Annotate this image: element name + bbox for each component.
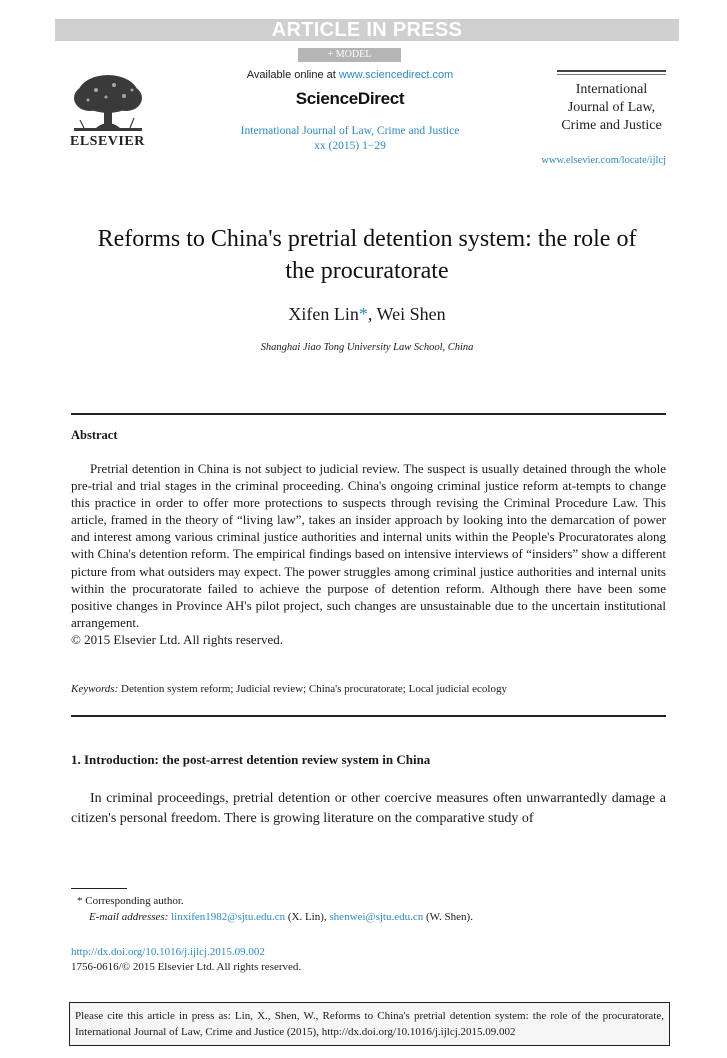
journal-logo: [557, 70, 666, 135]
author-shen: , Wei Shen: [367, 304, 446, 324]
journal-logo-line-3: Crime and Justice: [561, 118, 662, 133]
corresponding-author-marker[interactable]: *: [358, 304, 368, 324]
footnote-corresponding-author: * Corresponding author.: [77, 895, 184, 907]
affiliation: Shanghai Jiao Tong University Law School, China: [260, 342, 474, 353]
author-lin: Xifen Lin: [288, 304, 359, 324]
journal-citation[interactable]: [200, 124, 500, 154]
email-suffix-lin: (X. Lin),: [285, 911, 330, 923]
email-link-shen[interactable]: shenwei@sjtu.edu.cn: [329, 911, 424, 923]
elsevier-wordmark: ELSEVIER: [70, 134, 145, 149]
abstract-body: Pretrial detention in China is not subject to judicial review. The suspect is usually detained through the whole pre-trial and trial stages in the criminal proceeding. China's ongoing criminal justice reform at-tempts to change this practice in order to offer more protections to suspects through revising the Criminal Procedure Law. This article, framed in the theory of “living law”, takes an insider approach by looking into the demarcation of power and interest among various criminal justice authorities and internal units within the People's Procuratorates along with China's detention reform. The empirical findings based on intensive interviews of “insiders” show a different picture from what outsiders may expect. The power struggles among criminal justice authorities and internal units within the procuratorate failed to achieve the purpose of detention reform. Although there have been some positive changes in Province AH's pilot project, such changes are unsustainable due to the uncertain institutional arrangement.: [71, 461, 666, 630]
article-title-line-2: the procuratorate: [285, 258, 449, 284]
sciencedirect-link[interactable]: www.sciencedirect.com: [338, 69, 454, 81]
journal-logo-line-2: Journal of Law,: [567, 100, 656, 115]
citation-box: Please cite this article in press as: Lin, X., Shen, W., Reforms to China's pretrial detention system: the role of the procuratorate, International Journal of Law, Crime and Justice (2015), http://dx.doi.org/10.1016/j.ijlcj.2015.09.002: [69, 1002, 670, 1046]
available-online-line: [200, 69, 500, 81]
email-suffix-shen: (W. Shen).: [423, 911, 473, 923]
journal-name[interactable]: International Journal of Law, Crime and Justice: [240, 125, 460, 137]
keywords-label: Keywords:: [71, 683, 119, 695]
journal-volume[interactable]: xx (2015) 1−29: [314, 140, 386, 152]
divider-bottom: [71, 715, 666, 717]
section-heading-introduction: 1. Introduction: the post-arrest detention review system in China: [71, 752, 431, 767]
doi-link[interactable]: http://dx.doi.org/10.1016/j.ijlcj.2015.09.002: [71, 946, 265, 958]
email-label: E-mail addresses:: [89, 911, 169, 923]
footnote-rule: [71, 888, 127, 889]
sciencedirect-brand: ScienceDirect: [295, 89, 405, 108]
introduction-body: In criminal proceedings, pretrial detention or other coercive measures often unwarrantedly damage a citizen's personal freedom. There is growing literature on the comparative study of: [71, 791, 666, 826]
divider-top: [71, 413, 666, 415]
abstract-heading: Abstract: [71, 428, 118, 442]
footnote-emails: [89, 911, 473, 923]
email-link-lin[interactable]: linxifen1982@sjtu.edu.cn: [171, 911, 286, 923]
article-title-line-1: Reforms to China's pretrial detention system: the role of: [97, 226, 637, 252]
available-prefix: Available online at: [246, 69, 339, 81]
model-tag: + MODEL: [298, 48, 401, 62]
journal-logo-line-1: International: [575, 82, 648, 97]
journal-homepage-link[interactable]: www.elsevier.com/locate/ijlcj: [541, 155, 666, 166]
issn-line: 1756-0616/© 2015 Elsevier Ltd. All rights reserved.: [71, 961, 302, 973]
keywords-line: [71, 683, 507, 695]
keywords-text: Detention system reform; Judicial review; China's procuratorate; Local judicial ecology: [118, 683, 507, 695]
article-in-press-banner: ARTICLE IN PRESS: [55, 19, 679, 41]
article-title: [62, 223, 672, 287]
abstract-copyright: © 2015 Elsevier Ltd. All rights reserved.: [71, 632, 284, 647]
author-list: [62, 304, 672, 325]
